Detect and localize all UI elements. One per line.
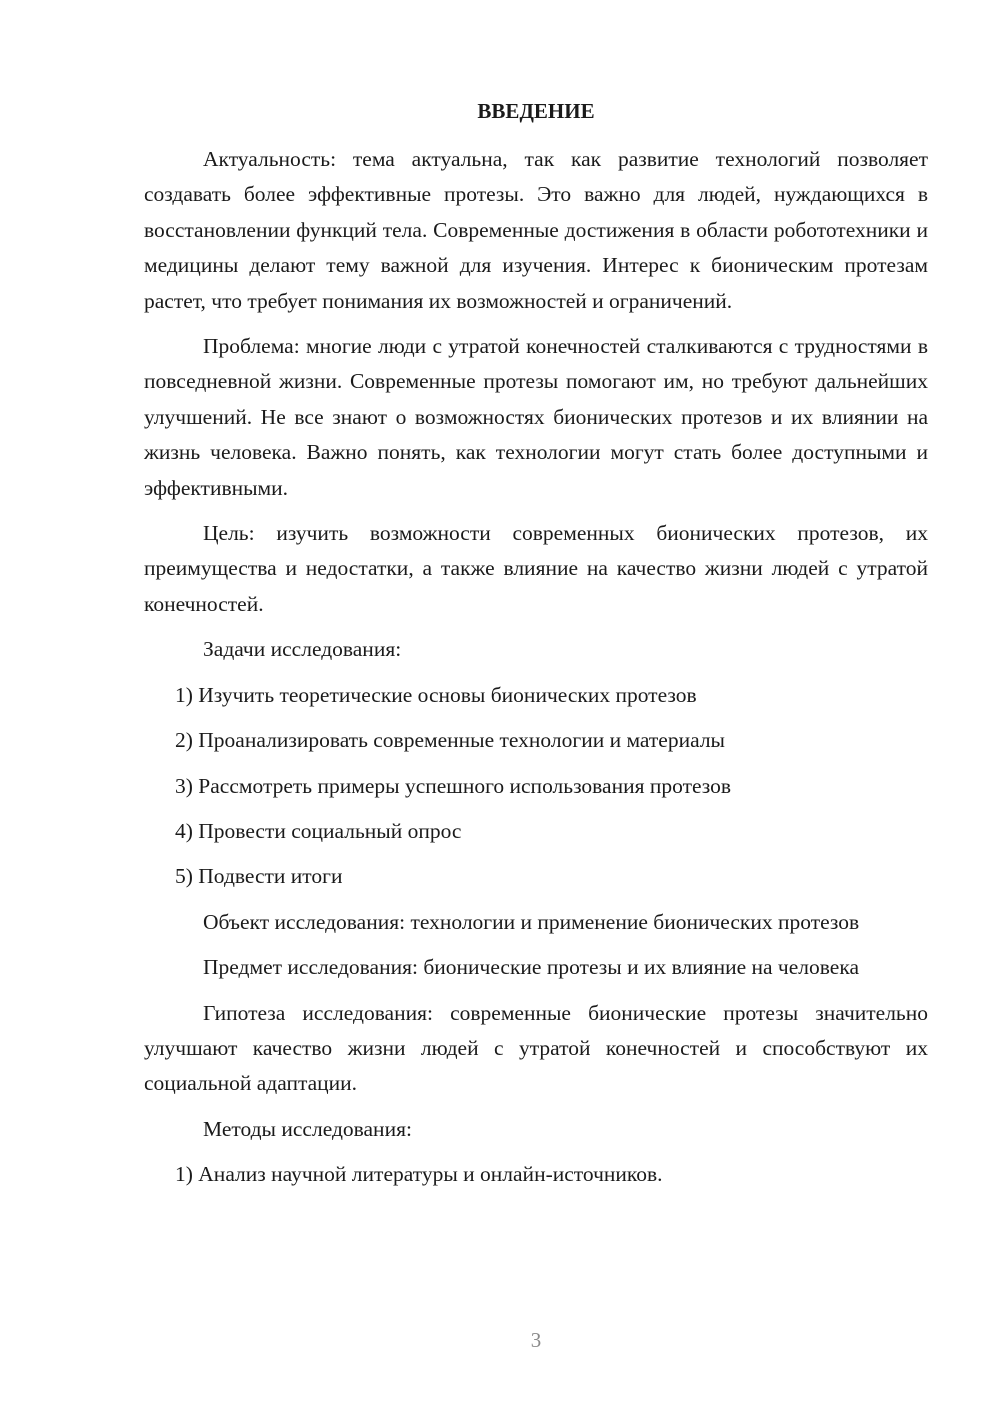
task-item: 3) Рассмотреть примеры успешного использования протезов <box>175 773 732 798</box>
task-item: 1) Изучить теоретические основы бионических протезов <box>175 682 697 707</box>
tasks-heading: Задачи исследования: <box>203 637 402 662</box>
problem-paragraph: Проблема: многие люди с утратой конечностей сталкиваются с трудностями в повседневной жизни. Современные протезы помогают им, но требуют дальнейших улучшений. Не все знают о возможностях бионических протезов и их влиянии на жизнь человека. Важно понять, как технологии могут стать более доступными и эффективными. <box>144 334 928 500</box>
task-item: 5) Подвести итоги <box>175 864 343 889</box>
method-item: 1) Анализ научной литературы и онлайн-источников. <box>175 1162 663 1187</box>
object-paragraph: Объект исследования: технологии и применение бионических протезов <box>203 909 860 934</box>
page-number: 3 <box>530 1328 542 1352</box>
methods-list <box>144 1157 928 1192</box>
section-title: ВВЕДЕНИЕ <box>477 99 595 123</box>
methods-heading: Методы исследования: <box>203 1116 412 1141</box>
relevance-paragraph: Актуальность: тема актуальна, так как развитие технологий позволяет создавать более эффективные протезы. Это важно для людей, нуждающихся в восстановлении функций тела. Современные достижения в области робототехники и медицины делают тему важной для изучения. Интерес к бионическим протезам растет, что требует понимания их возможностей и ограничений. <box>144 147 928 313</box>
task-item: 4) Провести социальный опрос <box>175 818 462 843</box>
hypothesis-paragraph: Гипотеза исследования: современные бионические протезы значительно улучшают качество жизни людей с утратой конечностей и способствуют их социальной адаптации. <box>144 1000 928 1096</box>
subject-paragraph: Предмет исследования: бионические протезы и их влияние на человека <box>203 955 859 980</box>
task-item: 2) Проанализировать современные технологии и материалы <box>175 728 726 753</box>
goal-paragraph: Цель: изучить возможности современных бионических протезов, их преимущества и недостатки, а также влияние на качество жизни людей с утратой конечностей. <box>144 521 928 616</box>
tasks-list <box>144 678 928 895</box>
body-text <box>144 142 928 1203</box>
